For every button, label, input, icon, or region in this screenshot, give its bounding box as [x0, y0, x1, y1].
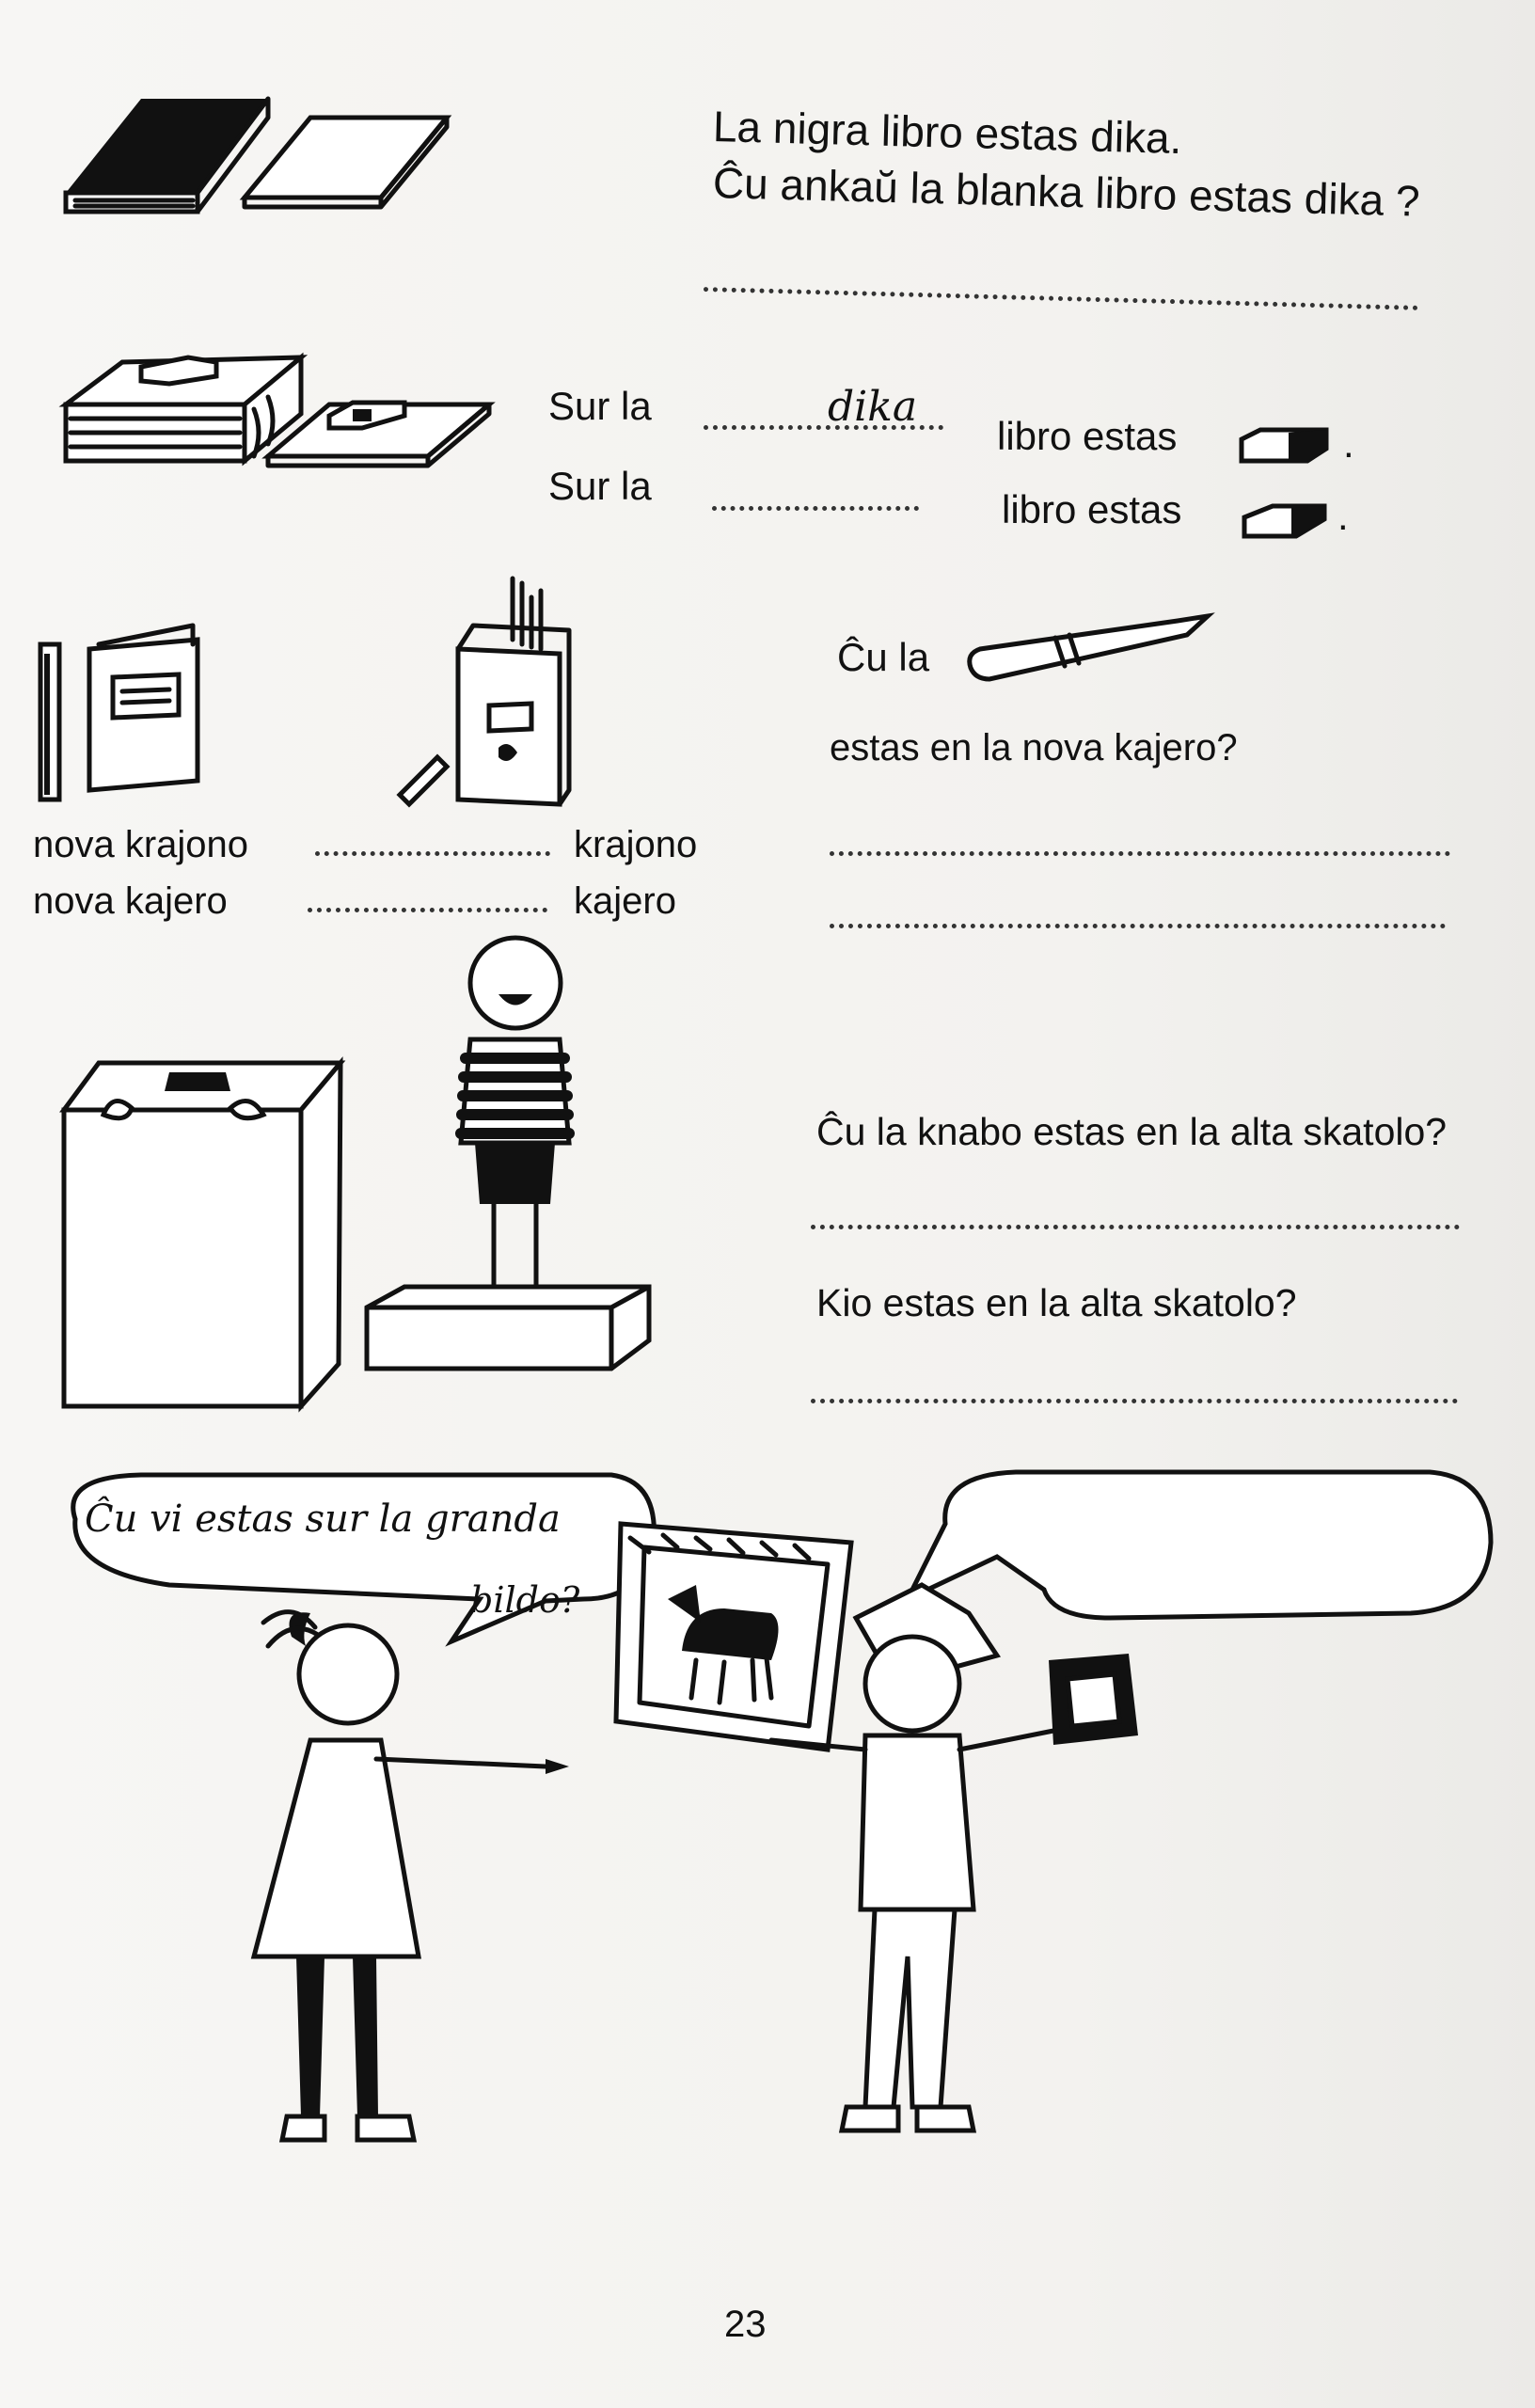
exercise3-right-2: kajero — [574, 880, 676, 922]
exercise2-period-2: . — [1337, 494, 1349, 538]
exercise3-blank-2[interactable] — [308, 908, 547, 912]
exercise3-left-1: nova krajono — [33, 824, 249, 865]
exercise3-left-2: nova kajero — [33, 880, 228, 922]
exercise2-sur-la-1: Sur la — [548, 384, 652, 428]
exercise3-right-1: krajono — [574, 824, 698, 865]
exercise3-question-start: Ĉu la — [837, 635, 930, 679]
thin-eraser-icon — [1240, 499, 1334, 546]
exercise2-period-1: . — [1343, 421, 1354, 466]
page-number: 23 — [724, 2304, 767, 2345]
boy-holding-pictures-illustration — [743, 1561, 1195, 2163]
exercise3-question-end: estas en la nova kajero? — [830, 727, 1238, 768]
exercise3-answer-line-2[interactable] — [830, 924, 1446, 928]
exercise2-libro-estas-2: libro estas — [1002, 487, 1182, 531]
exercise2-answer-line-2[interactable] — [712, 506, 919, 511]
exercise4-answer-line-1[interactable] — [811, 1225, 1460, 1229]
thin-book-with-eraser-illustration — [263, 386, 498, 470]
speech-bubble-line1: Ĉu vi estas sur la granda — [85, 1497, 561, 1541]
pencil-and-notebook-illustration — [33, 616, 212, 804]
notebook-with-pencils-illustration — [390, 564, 578, 814]
exercise1-line1: La nigra libro estas dika. — [712, 102, 1183, 164]
fountain-pen-icon — [961, 611, 1215, 687]
exercise4-question-2: Kio estas en la alta skatolo? — [816, 1281, 1297, 1324]
exercise1-answer-line[interactable] — [704, 287, 1418, 310]
tall-box-with-hidden-child-illustration — [56, 1054, 348, 1411]
exercise2-sur-la-2: Sur la — [548, 464, 652, 508]
boy-standing-on-low-box-illustration — [357, 927, 658, 1406]
thick-eraser-icon — [1237, 425, 1331, 467]
exercise3-blank-1[interactable] — [315, 851, 550, 856]
speech-bubble-line2: bildo? — [470, 1579, 580, 1621]
exercise4-answer-line-2[interactable] — [811, 1399, 1458, 1403]
exercise3-answer-line-1[interactable] — [830, 851, 1450, 856]
exercise4-question-1: Ĉu la knabo estas en la alta skatolo? — [816, 1110, 1448, 1153]
girl-pointing-illustration — [235, 1580, 574, 2163]
exercise1-line2: Ĉu ankaŭ la blanka libro estas dika ? — [712, 158, 1421, 226]
exercise2-libro-estas-1: libro estas — [997, 414, 1178, 458]
white-book-illustration — [240, 113, 456, 216]
exercise2-handwritten-answer: dika — [828, 383, 918, 431]
